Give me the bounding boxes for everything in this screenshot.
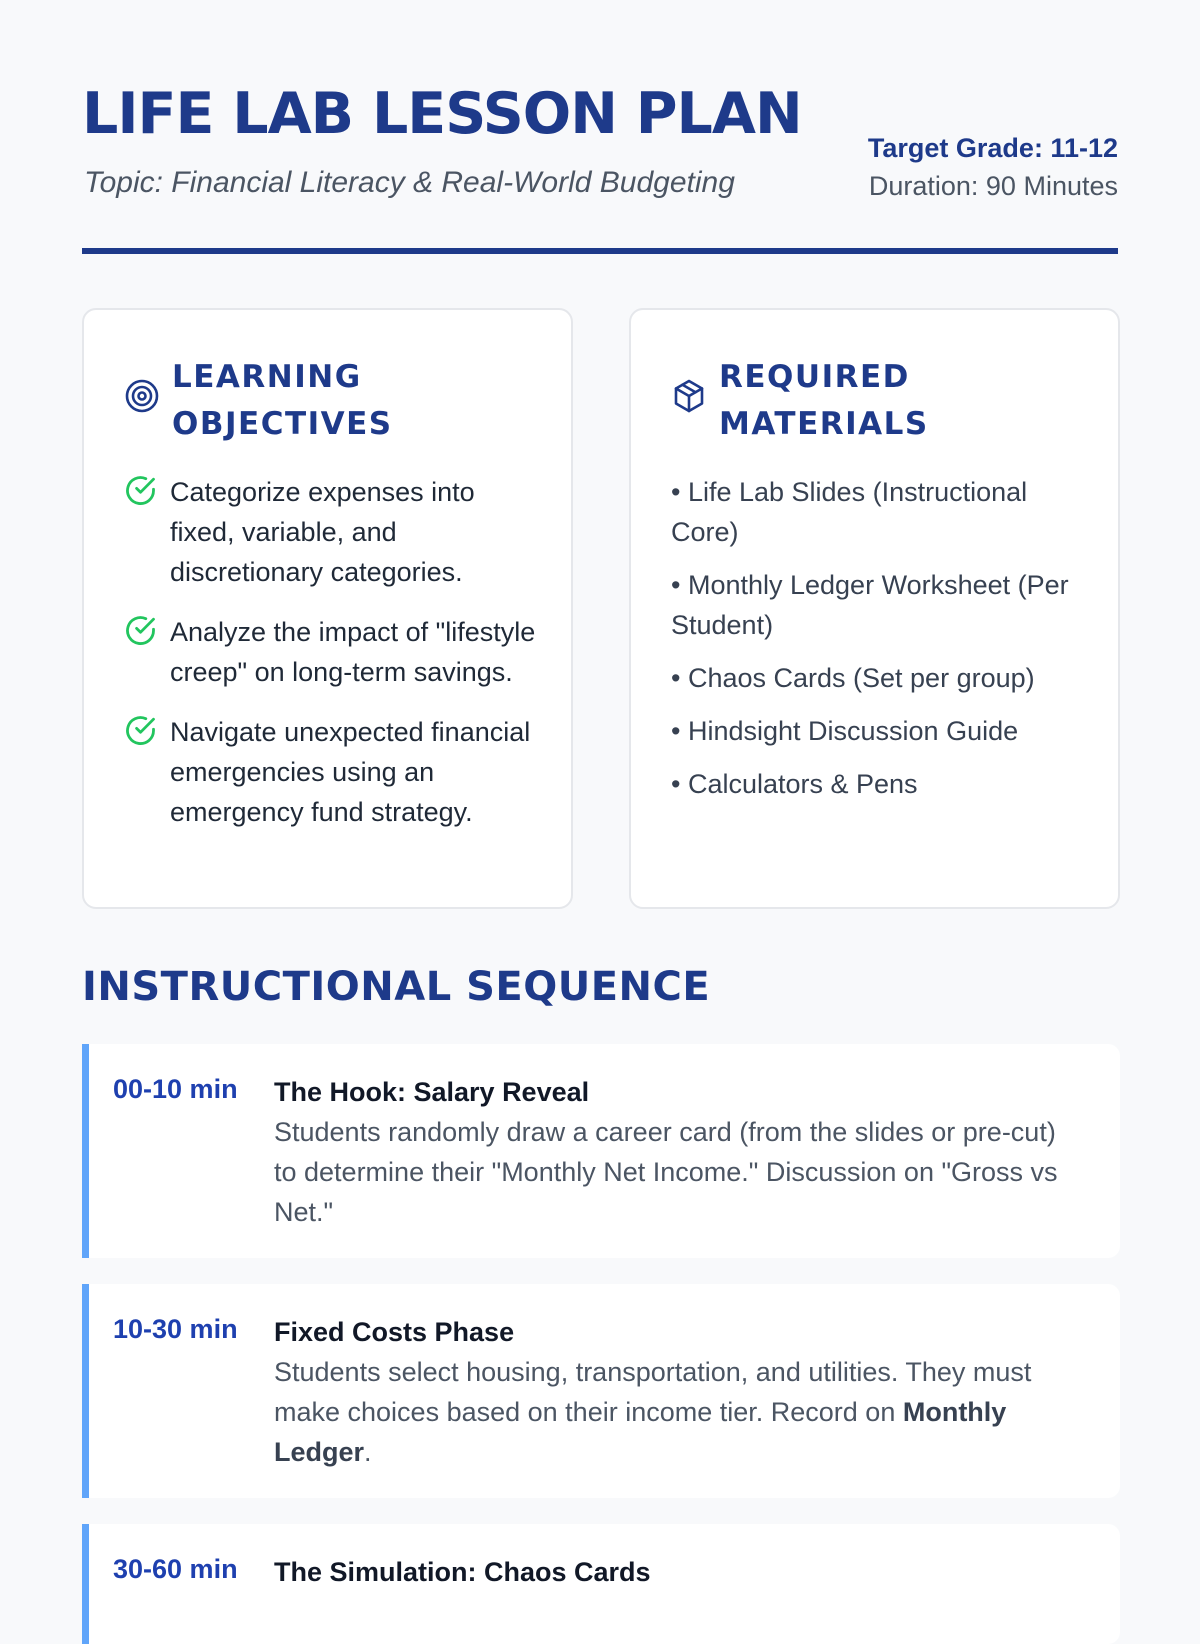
instructional-sequence-heading: INSTRUCTIONAL SEQUENCE (82, 964, 711, 1010)
step-time: 00-10 min (113, 1074, 238, 1104)
card-title-line: LEARNING (172, 359, 362, 395)
objective-text: Categorize expenses into fixed, variable, and discretionary categories. (170, 477, 475, 587)
step-description: Students randomly draw a career card (from the slides or pre-cut) to determine their "Monthly Net Income." Discussion on "Gross vs Net." (274, 1117, 1058, 1227)
material-item: • Chaos Cards (Set per group) (671, 663, 1035, 693)
step-body (274, 1072, 1084, 1232)
check-circle-icon (124, 714, 157, 747)
step-time: 30-60 min (113, 1554, 238, 1584)
material-item: • Life Lab Slides (Instructional Core) (671, 477, 1028, 547)
card-title-line: OBJECTIVES (172, 406, 393, 442)
overview-cards (82, 308, 1120, 909)
target-icon (124, 378, 160, 414)
lesson-meta (868, 130, 1118, 206)
step-name: The Hook: Salary Reveal (274, 1077, 590, 1107)
description-emphasis: Monthly Ledger (274, 1397, 1007, 1467)
card-header (671, 354, 1091, 454)
card-header (124, 354, 544, 454)
lesson-duration: Duration: 90 Minutes (868, 171, 1118, 201)
step-body (274, 1312, 1084, 1472)
required-materials-card (629, 308, 1120, 909)
objectives-list (124, 472, 544, 852)
page-title: LIFE LAB LESSON PLAN (82, 81, 802, 147)
material-item: • Calculators & Pens (671, 769, 918, 799)
step-name: The Simulation: Chaos Cards (274, 1557, 651, 1587)
objective-text: Analyze the impact of "lifestyle creep" on long-term savings. (170, 617, 536, 687)
sequence-step (82, 1044, 1120, 1258)
page-header (82, 0, 1118, 254)
step-description (274, 1352, 1084, 1472)
description-text: Students select housing, transportation, and utilities. They must make choices based on their income tier. Record on (274, 1357, 1032, 1427)
objective-text: Navigate unexpected financial emergencies using an emergency fund strategy. (170, 717, 531, 827)
check-circle-icon (124, 614, 157, 647)
card-title-line: REQUIRED (719, 359, 910, 395)
card-title-line: MATERIALS (719, 406, 929, 442)
step-name: Fixed Costs Phase (274, 1317, 515, 1347)
objective-item (124, 472, 544, 592)
check-circle-icon (124, 474, 157, 507)
package-icon (671, 378, 707, 414)
materials-list (671, 472, 1081, 817)
page-subtitle: Topic: Financial Literacy & Real-World Budgeting (84, 166, 735, 199)
objective-item (124, 612, 544, 692)
sequence-step (82, 1524, 1120, 1644)
material-item: • Monthly Ledger Worksheet (Per Student) (671, 570, 1069, 640)
description-text: . (364, 1437, 372, 1467)
card-title (172, 354, 393, 448)
learning-objectives-card (82, 308, 573, 909)
material-item: • Hindsight Discussion Guide (671, 716, 1019, 746)
objective-item (124, 712, 544, 832)
step-time: 10-30 min (113, 1314, 238, 1344)
step-body (274, 1552, 1084, 1592)
target-grade: Target Grade: 11-12 (867, 133, 1118, 163)
sequence-step (82, 1284, 1120, 1498)
card-title (719, 354, 929, 448)
